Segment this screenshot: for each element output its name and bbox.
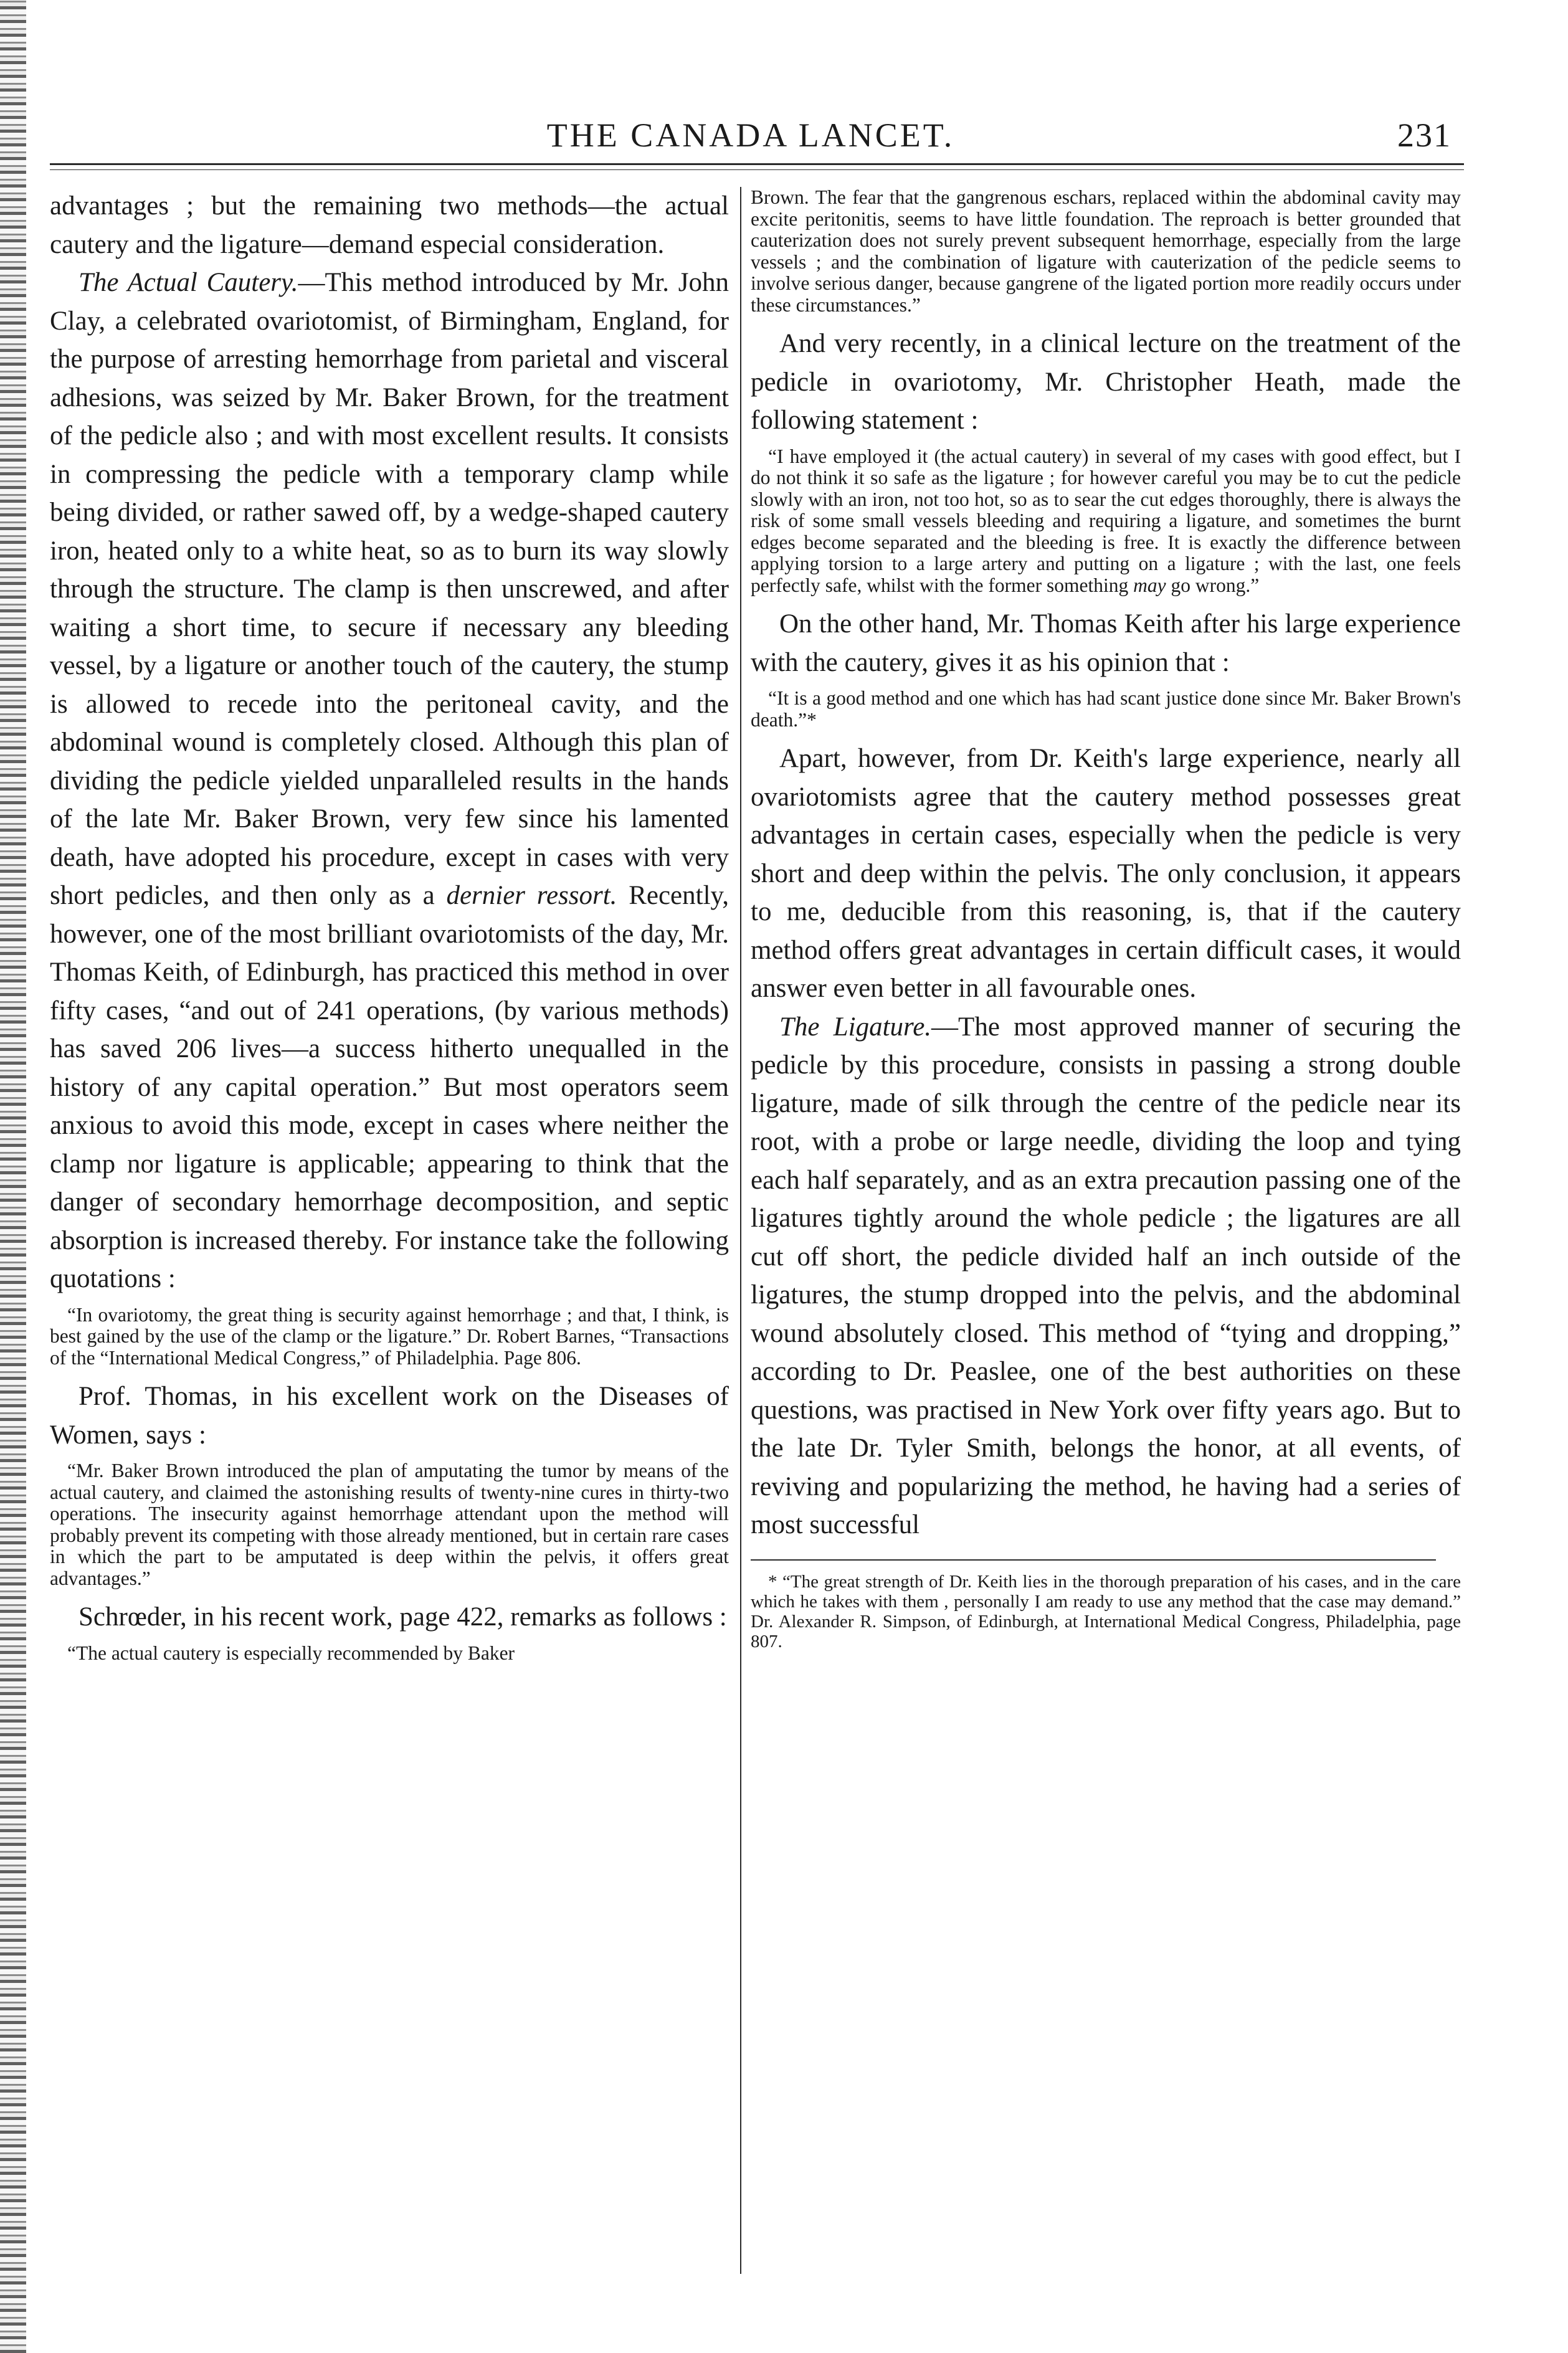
section-heading-ligature: The Ligature. <box>779 1012 932 1042</box>
quotation-barnes: “In ovariotomy, the great thing is security against hemorrhage ; and that, I think, is best gained by the use of the clamp or the ligature.” Dr. Robert Barnes, “Transactions of the “International Medical Congress,” of Philadelphia. Page 806. <box>50 1303 729 1369</box>
binding-edge <box>0 0 26 2353</box>
header-rule-top <box>50 163 1464 165</box>
paragraph-text: —This method introduced by Mr. John Clay, a celebrated ovariotomist, of Birmingham, England, for the purpose of arresting hemorrhage from parietal and visceral adhesions, was seized by Mr. Baker Brown, for the treatment of the pedicle also ; and with most excellent results. It consists in compressing the pedicle with a temporary clamp while being divided, or rather sawed off, by a wedge-shaped cautery iron, heated only to a white heat, so as to burn its way slowly through the structure. The clamp is then unscrewed, and after waiting a short time, to secure if necessary any bleeding vessel, by a ligature or another touch of the cautery, the stump is allowed to recede into the peritoneal cavity, and the abdominal wound is completely closed. Although this plan of dividing the pedicle yielded unparalleled results in the hands of the late Mr. Baker Brown, very few since his lamented death, have adopted his procedure, except in cases with very short pedicles, and then only as a <box>50 268 729 910</box>
paragraph-ligature <box>751 1008 1461 1544</box>
paragraph-prof-thomas: Prof. Thomas, in his excellent work on the Diseases of Women, says : <box>50 1382 729 1450</box>
right-column <box>751 187 1461 2299</box>
footnote-rule <box>751 1559 1436 1561</box>
journal-title: THE CANADA LANCET. <box>546 116 955 154</box>
paragraph-apart: Apart, however, from Dr. Keith's large experience, nearly all ovariotomists agree that the cautery method possesses great advantages in certain cases, especially when the pedicle is very short and deep within the pelvis. The only conclusion, it appears to me, deducible from this reasoning, is, that if the cautery method offers great advantages in certain difficult cases, it would answer even better in all favourable ones. <box>751 744 1461 1003</box>
header-rule-bottom <box>50 169 1464 170</box>
paragraph-actual-cautery <box>50 264 729 1298</box>
quotation-heath <box>751 446 1461 597</box>
running-header <box>37 111 1464 161</box>
paragraph-text: —The most approved manner of securing the pedicle by this procedure, consists in passing a strong double ligature, made of silk through the centre of the pedicle near its root, with a probe or large needle, dividing the loop and tying each half separately, and as an extra precaution passing one of the ligatures tightly around the whole pedicle ; the ligatures are all cut off short, the pedicle divided half an inch outside of the ligatures, the stump dropped into the pelvis, and the abdominal wound absolutely closed. This method of “tying and dropping,” according to Dr. Peaslee, one of the best authorities on these questions, was practised in New York over fifty years ago. But to the late Dr. Tyler Smith, belongs the honor, at all events, of reviving and popularizing the method, he having had a series of most successful <box>751 1012 1461 1539</box>
left-column <box>50 187 729 2299</box>
column-divider <box>740 187 741 2274</box>
paragraph-text: Recently, however, one of the most brilliant ovariotomists of the day, Mr. Thomas Keith, of Edinburgh, has practiced this method in over fifty cases, “and out of 241 operations, (by various methods) has saved 206 lives—a success hitherto unequalled in the history of any capital operation.” But most operators seem anxious to avoid this mode, except in cases where neither the clamp nor ligature is applicable; appearing to think that the danger of secondary hemorrhage decomposition, and septic absorption is increased thereby. For instance take the following quotations : <box>50 881 729 1293</box>
paragraph-heath: And very recently, in a clinical lecture on the treatment of the pedicle in ovariotomy, Mr. Christopher Heath, made the following statement : <box>751 329 1461 435</box>
footnote: * “The great strength of Dr. Keith lies in the thorough preparation of his cases, and in the care which he takes with them , personally I am ready to use any method that the case may demand.” Dr. Alexander R. Simpson, of Edinburgh, at International Medical Congress, Philadelphia, page 807. <box>751 1571 1461 1652</box>
quotation-keith: “It is a good method and one which has had scant justice done since Mr. Baker Brown's death.”* <box>751 687 1461 731</box>
quotation-schroeder-continued: Brown. The fear that the gangrenous eschars, replaced within the abdominal cavity may excite peritonitis, seems to have little foundation. The reproach is better grounded that cauterization does not surely prevent subsequent hemorrhage, especially from the large vessels ; and the combination of ligature with cauterization of the pedicle seems to involve serious danger, because gangrene of the ligated portion more readily occurs under these circumstances.” <box>751 187 1461 316</box>
section-heading-actual-cautery: The Actual Cautery. <box>78 268 298 297</box>
quotation-thomas: “Mr. Baker Brown introduced the plan of amputating the tumor by means of the actual cautery, and claimed the astonishing results of twenty-nine cures in thirty-two operations. The insecurity against hemorrhage attendant upon the method will probably prevent its competing with those already mentioned, but in certain rare cases in which the part to be amputated is deep within the pelvis, it offers great advantages.” <box>50 1460 729 1589</box>
paragraph-keith: On the other hand, Mr. Thomas Keith after his large experience with the cautery, gives it as his opinion that : <box>751 609 1461 677</box>
page-number: 231 <box>1397 116 1452 154</box>
italic-phrase: dernier ressort. <box>446 881 617 910</box>
paragraph-schroeder: Schrœder, in his recent work, page 422, remarks as follows : <box>78 1602 727 1632</box>
quotation-schroeder-start: “The actual cautery is especially recommended by Baker <box>67 1642 515 1664</box>
quote-text: “I have employed it (the actual cautery) in several of my cases with good effect, but I do not think it so safe as the ligature ; for however careful you may be to cut the pedicle slowly with an iron, not too hot, so as to sear the cut edges thoroughly, there is always the risk of some small vessels bleeding and requiring a ligature, and sometimes the burnt edges become separated and the bleeding is free. It is exactly the difference between applying torsion to a large artery and putting on a ligature ; with the last, one feels perfectly safe, whilst with the former something <box>751 445 1461 596</box>
quote-text: go wrong.” <box>1166 574 1260 596</box>
italic-word: may <box>1133 574 1166 596</box>
paragraph-advantages: advantages ; but the remaining two methods—the actual cautery and the ligature—demand especial consideration. <box>50 191 729 259</box>
